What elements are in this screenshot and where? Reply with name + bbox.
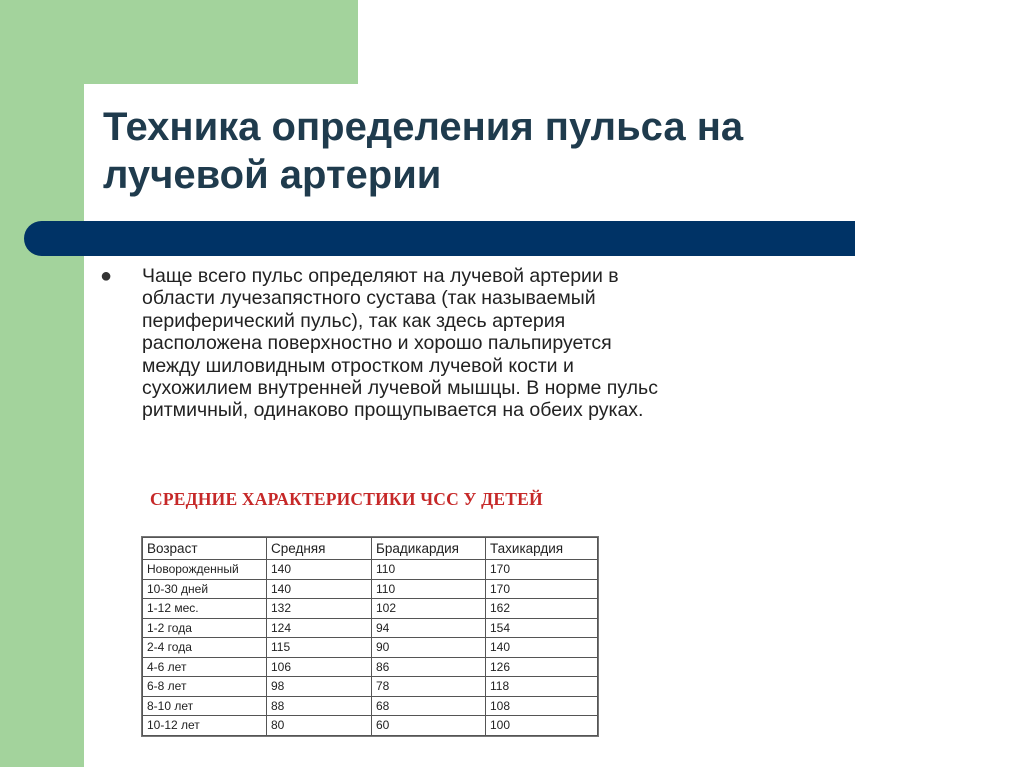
cell-tachycardia: 118 — [486, 677, 598, 697]
table-row — [143, 599, 598, 619]
cell-bradycardia: 86 — [372, 657, 486, 677]
cell-bradycardia: 90 — [372, 638, 486, 658]
bullet-item — [100, 265, 670, 422]
cell-average: 132 — [267, 599, 372, 619]
header-age: Возраст — [143, 538, 267, 560]
cell-age: 1-12 мес. — [143, 599, 267, 619]
cell-bradycardia: 68 — [372, 696, 486, 716]
cell-age: 1-2 года — [143, 618, 267, 638]
bullet-dot-icon: ● — [100, 265, 113, 287]
cell-bradycardia: 110 — [372, 579, 486, 599]
cell-tachycardia: 170 — [486, 560, 598, 580]
table-row — [143, 677, 598, 697]
table-row — [143, 657, 598, 677]
cell-bradycardia: 94 — [372, 618, 486, 638]
table-row — [143, 716, 598, 736]
slide-title — [103, 103, 863, 199]
title-divider-bar — [24, 221, 855, 256]
heart-rate-table — [142, 537, 598, 736]
slide-title-line-1: Техника определения пульса на — [103, 105, 744, 149]
cell-average: 140 — [267, 560, 372, 580]
cell-tachycardia: 170 — [486, 579, 598, 599]
table-row — [143, 560, 598, 580]
cell-bradycardia: 110 — [372, 560, 486, 580]
cell-tachycardia: 154 — [486, 618, 598, 638]
cell-age: Новорожденный — [143, 560, 267, 580]
table-title: СРЕДНИЕ ХАРАКТЕРИСТИКИ ЧСС У ДЕТЕЙ — [150, 489, 543, 509]
cell-average: 98 — [267, 677, 372, 697]
header-tachycardia: Тахикардия — [486, 538, 598, 560]
cell-bradycardia: 102 — [372, 599, 486, 619]
cell-age: 6-8 лет — [143, 677, 267, 697]
cell-average: 140 — [267, 579, 372, 599]
table-header-row — [143, 538, 598, 560]
slide-title-line-2: лучевой артерии — [103, 153, 442, 197]
cell-age: 2-4 года — [143, 638, 267, 658]
cell-age: 8-10 лет — [143, 696, 267, 716]
cell-tachycardia: 126 — [486, 657, 598, 677]
table-row — [143, 638, 598, 658]
cell-average: 80 — [267, 716, 372, 736]
cell-average: 115 — [267, 638, 372, 658]
cell-tachycardia: 100 — [486, 716, 598, 736]
cell-average: 106 — [267, 657, 372, 677]
table-row — [143, 618, 598, 638]
cell-age: 10-12 лет — [143, 716, 267, 736]
cell-bradycardia: 78 — [372, 677, 486, 697]
cell-tachycardia: 108 — [486, 696, 598, 716]
table-row — [143, 579, 598, 599]
table-row — [143, 696, 598, 716]
cell-bradycardia: 60 — [372, 716, 486, 736]
header-bradycardia: Брадикардия — [372, 538, 486, 560]
cell-tachycardia: 162 — [486, 599, 598, 619]
cell-average: 124 — [267, 618, 372, 638]
cell-tachycardia: 140 — [486, 638, 598, 658]
cell-average: 88 — [267, 696, 372, 716]
bullet-text: Чаще всего пульс определяют на лучевой артерии в области лучезапястного сустава (так называемый периферический пульс), так как здесь артерия расположена поверхностно и хорошо пальпируется между шиловидным отростком лучевой кости и сухожилием внутренней лучевой мышцы. В норме пульс ритмичный, одинаково прощупывается на обеих руках. — [142, 265, 658, 422]
header-average: Средняя — [267, 538, 372, 560]
cell-age: 10-30 дней — [143, 579, 267, 599]
cell-age: 4-6 лет — [143, 657, 267, 677]
